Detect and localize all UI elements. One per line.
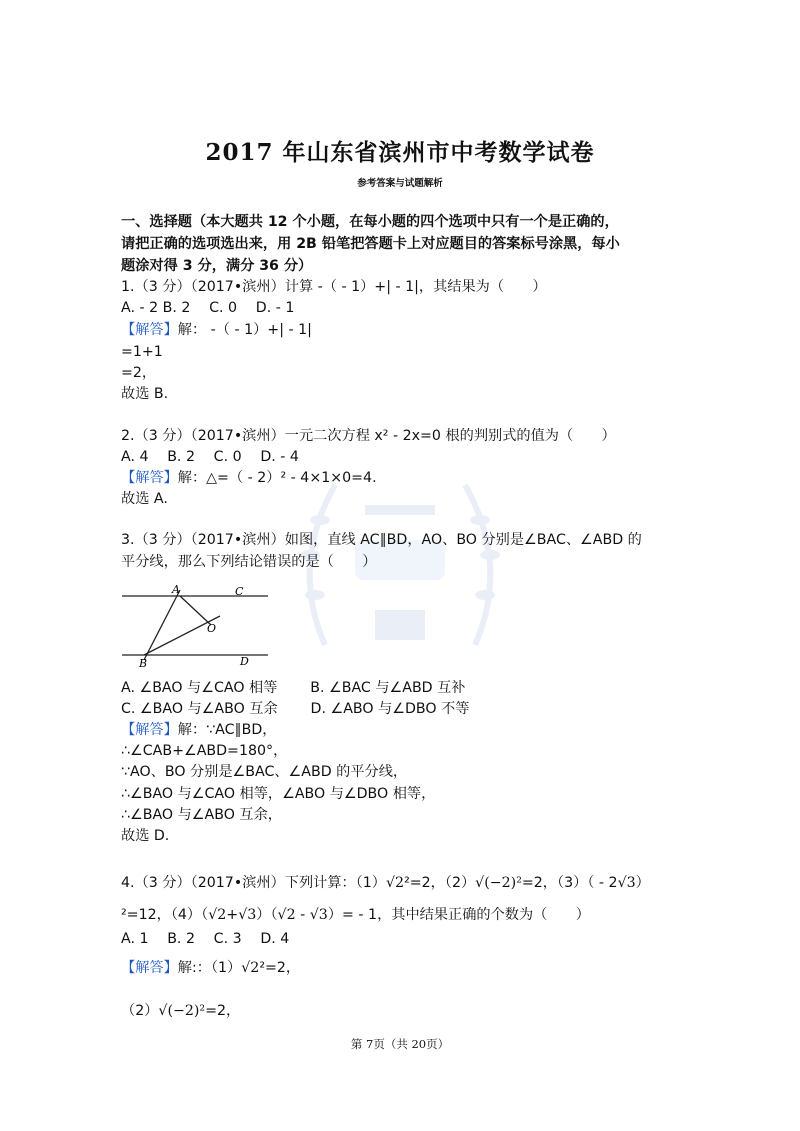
q4-options: A. 1 B. 2 C. 3 D. 4 [121, 931, 290, 947]
q2-conclusion: 故选 A. [121, 491, 168, 507]
q3-step2: ∵AO、BO 分别是∠BAC、∠ABD 的平分线， [121, 764, 408, 780]
q4-stem2-suffix: ）= - 1，其中结果正确的个数为（ ） [327, 907, 590, 923]
figure-label-d: D [240, 655, 249, 668]
q1-step1: =1+1 [121, 344, 163, 360]
q4-rad2-b: √2 [208, 907, 227, 923]
figure-label-c: C [235, 585, 244, 598]
q1-answer-tag: 【解答】 [121, 322, 178, 338]
q4-radneg-a: √(−2)² [475, 875, 522, 891]
q4-step2-prefix: （2） [121, 1003, 159, 1019]
q4-rad3-a: √3 [617, 875, 636, 891]
figure-label-o: O [207, 622, 217, 635]
section-heading-line3: 题涂对得 3 分，满分 36 分） [121, 258, 313, 274]
q2-answer [121, 468, 377, 488]
page-subtitle: 参考答案与试题解析 [357, 178, 443, 189]
section-heading-line1: 一、选择题（本大题共 12 个小题，在每小题的四个选项中只有一个是正确的， [121, 214, 619, 230]
q3-step3: ∴∠BAO 与∠CAO 相等，∠ABO 与∠DBO 相等， [121, 786, 436, 802]
q2-answer-tag: 【解答】 [121, 470, 178, 486]
q4-rad3-c: √3 [309, 907, 328, 923]
page-footer: 第 7页（共 20页） [350, 1037, 450, 1051]
q3-geometry-figure [118, 580, 278, 672]
q3-stem-line2: 平分线，那么下列结论错误的是（ ） [121, 554, 377, 570]
q4-answer-text-end: ²=2， [259, 960, 301, 976]
q1-conclusion: 故选 B. [121, 386, 169, 402]
q4-stem-line2 [121, 905, 590, 925]
q3-options-line2: C. ∠BAO 与∠ABO 互余 D. ∠ABO 与∠DBO 不等 [121, 701, 470, 717]
q1-options: A. - 2 B. 2 C. 0 D. - 1 [121, 300, 295, 316]
q4-answer [121, 958, 300, 978]
q3-step1: ∴∠CAB+∠ABD=180°， [121, 743, 288, 759]
q2-answer-text: 解：△=（ - 2）² - 4×1×0=4. [177, 470, 377, 486]
q3-answer [121, 720, 276, 740]
q4-step2-suffix: =2， [205, 1003, 241, 1019]
section-heading-line2: 请把正确的选项选出来，用 2B 铅笔把答题卡上对应题目的答案标号涂黑，每小 [121, 236, 620, 252]
q4-answer-text: 解:：（1） [177, 960, 242, 976]
q2-stem: 2.（3 分）（2017•滨州）一元二次方程 x² - 2x=0 根的判别式的值为（ ） [121, 428, 616, 444]
q4-radneg-b: √(−2)² [158, 1003, 206, 1019]
q1-answer-text: 解： -（ - 1）+| - 1| [177, 322, 312, 338]
q4-stem2-mid1: + [226, 907, 239, 923]
q4-stem-line1 [121, 873, 650, 893]
q4-rad2-c: √2 [277, 907, 296, 923]
q4-step2 [121, 1001, 240, 1021]
q1-answer [121, 320, 312, 340]
q4-rad2-a: √2 [386, 875, 405, 891]
q4-answer-tag: 【解答】 [121, 960, 178, 976]
figure-label-b: B [139, 657, 148, 670]
q2-options: A. 4 B. 2 C. 0 D. - 4 [121, 449, 299, 465]
q3-conclusion: 故选 D. [121, 828, 170, 844]
q1-step2: =2， [121, 365, 157, 381]
q4-stem2-prefix: ²=12，（4）（ [121, 907, 209, 923]
q3-step4: ∴∠BAO 与∠ABO 互余， [121, 807, 282, 823]
q4-stem-part3: ） [635, 875, 650, 891]
q4-stem-part1: ²=2，（2） [404, 875, 476, 891]
q4-stem-prefix: 4.（3 分）（2017•滨州）下列计算：（1） [121, 875, 386, 891]
q1-stem: 1.（3 分）（2017•滨州）计算 -（ - 1）+| - 1|，其结果为（ ） [121, 279, 547, 295]
q4-stem2-mid3: - [295, 907, 310, 923]
q4-stem-part2: =2，（3）（ - 2 [521, 875, 618, 891]
q3-answer-tag: 【解答】 [121, 722, 178, 738]
q4-rad3-b: √3 [238, 907, 257, 923]
q3-options-line1: A. ∠BAO 与∠CAO 相等 B. ∠BAC 与∠ABD 互补 [121, 680, 466, 696]
page-title: 2017 年山东省滨州市中考数学试卷 [205, 139, 595, 166]
q4-stem2-mid2: ）（ [256, 907, 278, 923]
q3-answer-text: 解：∵AC∥BD， [177, 722, 277, 738]
q3-stem-line1: 3.（3 分）（2017•滨州）如图，直线 AC∥BD，AO、BO 分别是∠BAC、∠ABD 的 [121, 532, 642, 548]
figure-label-a: A [172, 583, 180, 596]
q4-rad2-d: √2 [241, 960, 260, 976]
